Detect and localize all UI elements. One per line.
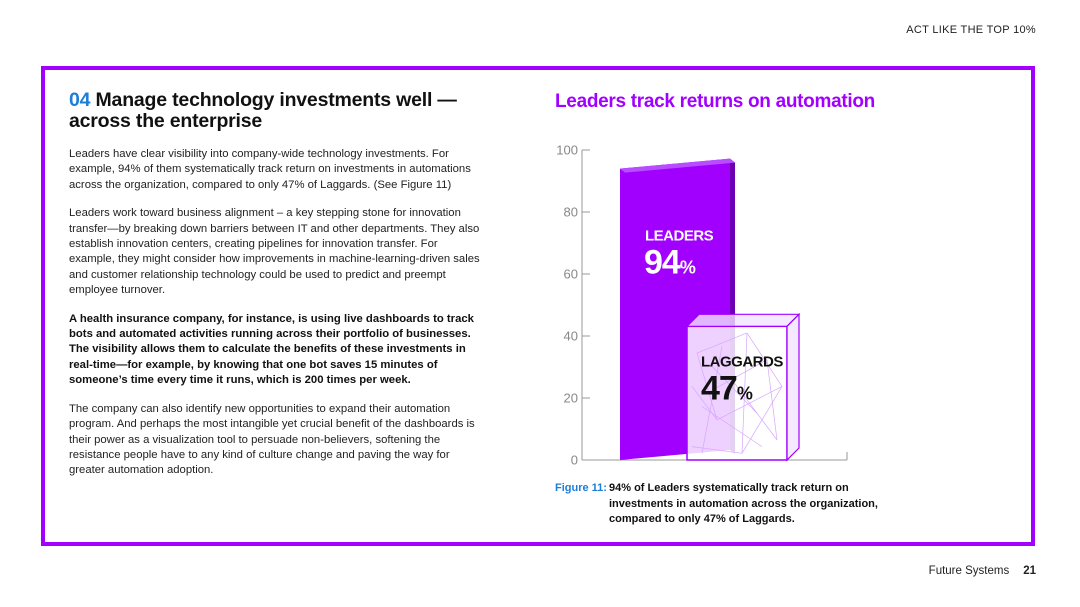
- laggards-label: LAGGARDS: [701, 353, 783, 371]
- leaders-value: 94%: [644, 243, 695, 282]
- y-tick-label: 80: [563, 204, 578, 220]
- caption-text: 94% of Leaders systematically track return on investments in automation across the organization, compared to only 47% of Laggards.: [609, 482, 878, 525]
- laggards-value-unit: %: [736, 383, 752, 404]
- page-number: 21: [1023, 565, 1036, 577]
- figure-caption: [555, 481, 915, 528]
- chart-title: Leaders track returns on automation: [555, 91, 875, 112]
- section-title: [69, 90, 481, 132]
- section-title-text: Manage technology investments well — across the enterprise: [69, 89, 457, 132]
- case-study-paragraph: A health insurance company, for instance, is using live dashboards to track bots and automated activities running across their portfolio of businesses. The visibility allows them to calculate the benefits of these investments in real-time—for example, by knowing that one bot saves 15 minutes of someone’s time every time it runs, which is 200 times per week.: [69, 312, 474, 387]
- y-tick-label: 100: [556, 142, 578, 158]
- footer: [929, 565, 1036, 577]
- bar-chart: [545, 140, 865, 470]
- footer-title: Future Systems: [928, 565, 1010, 577]
- laggards-bar-side: [787, 314, 799, 460]
- paragraph: The company can also identify new opportunities to expand their automation program. And perhaps the most intangible yet crucial benefit of the dashboards is their power as a visualization tool to persuade non-believers, softening the resistance people have to any kind of culture change and paving the way for greater automation adoption.: [69, 402, 475, 477]
- caption-label: Figure 11:: [555, 482, 607, 494]
- leaders-label: LEADERS: [645, 227, 714, 245]
- y-tick-label: 20: [563, 390, 578, 406]
- paragraph: Leaders work toward business alignment – a key stepping stone for innovation transfer—by breaking down barriers between IT and other departments. They also establish innovation centers, creating pipelines for innovation transfer. For example, they might consider how improvements in machine-learning-driven sales and customer relationship technology could be used to predict and preempt employee turnover.: [69, 207, 480, 297]
- leaders-value-unit: %: [679, 257, 695, 278]
- section-number: 04: [69, 89, 91, 111]
- y-tick-label: 0: [570, 452, 578, 468]
- y-tick-label: 40: [563, 328, 578, 344]
- header-label: ACT LIKE THE TOP 10%: [906, 24, 1036, 36]
- laggards-bar-top: [687, 314, 799, 326]
- paragraph: Leaders have clear visibility into company-wide technology investments. For example, 94% of them systematically track return on investments in automations across the organization, compared to only 47% of Laggards. (See Figure 11): [69, 148, 471, 191]
- laggards-value: 47%: [701, 369, 752, 408]
- y-tick-label: 60: [563, 266, 578, 282]
- article-column: [69, 90, 481, 492]
